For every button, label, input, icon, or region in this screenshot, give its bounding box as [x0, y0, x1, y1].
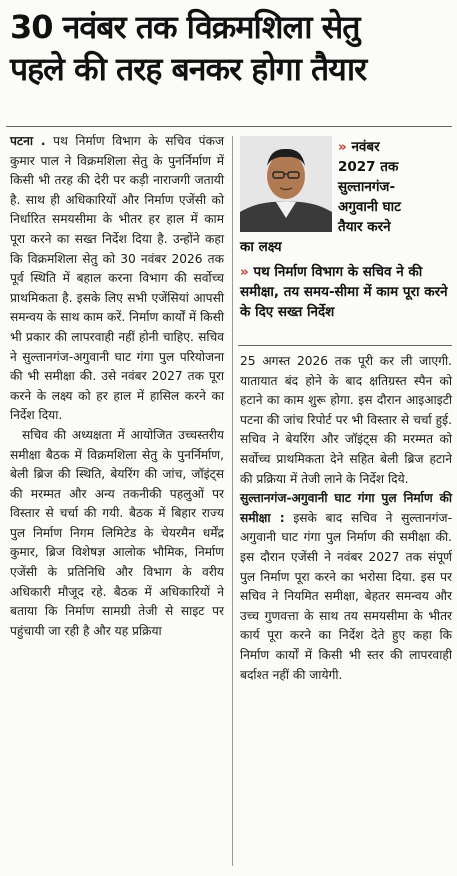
- highlight-point-1-text: नवंबर 2027 तक सुल्तानगंज- अगुवानी घाट तैयार करने: [338, 139, 401, 235]
- secretary-photo: [240, 136, 332, 232]
- right-para-1: 25 अगस्त 2026 तक पूरी कर ली जाएगी. यातायात बंद होने के बाद क्षतिग्रस्त स्पैन को हटाने का काम शुरू होगा. इस दौरान आइआइटी पटना की जांच रिपोर्ट पर भी विस्तार से चर्चा हुई. सचिव ने बेयरिंग और जॉइंट्स की मरम्मत को सर्वोच्च प्राथमिकता देने सहित बेली ब्रिज हटाने की प्रक्रिया में तेजी लाने के निर्देश दिये.: [240, 354, 452, 486]
- portrait-image: [240, 136, 332, 232]
- left-para-2: सचिव की अध्यक्षता में आयोजित उच्चस्तरीय समीक्षा बैठक में विक्रमशिला सेतु के पुनर्निर्माण, बेली ब्रिज की स्थिति, बेयरिंग की जांच, जॉइंट्स की मरम्मत और अन्य तकनीकी पहलुओं पर विस्तार से चर्चा की गयी. बैठक में बिहार राज्य पुल निर्माण निगम लिमिटेड के चेयरमैन धर्मेंद्र कुमार, ब्रिज विशेषज्ञ आलोक भौमिक, निर्माण एजेंसी के प्रतिनिधि और विभाग के वरीय अधिकारी मौजूद रहे. बैठक में अधिकारियों ने बताया कि निर्माण सामग्री तेजी से साइट पर पहुंचायी जा रही है और यह प्रक्रिया: [10, 427, 224, 638]
- right-column: [240, 352, 452, 872]
- highlight-point-2: [240, 262, 452, 322]
- highlight-point-1-tail: का लक्ष्य: [240, 239, 282, 255]
- left-para-1-text: पथ निर्माण विभाग के सचिव पंकज कुमार पाल ने विक्रमशिला सेतु के पुनर्निर्माण में किसी भी तरह की देरी पर कड़ी नाराजगी जतायी है. साथ ही अधिकारियों और निर्माण एजेंसी को निर्धारित समयसीमा के भीतर हर हाल में काम पूरा करने का सख्त निर्देश दिया है. उन्होंने कहा कि विक्रमशिला सेतु को 30 नवंबर 2026 तक पूर्व स्थिति में बहाल करना विभाग की सर्वोच्च प्राथमिकता है. इसके लिए सभी एजेंसियां आपसी समन्वय के साथ काम करें. निर्माण कार्यों में किसी भी प्रकार की लापरवाही नहीं होनी चाहिए. सचिव ने सुल्तानगंज-अगुवानी घाट गंगा पुल परियोजना की भी समीक्षा की. उसे नवंबर 2027 तक पूरा करने के लक्ष्य को हर हाल में हासिल करने का निर्देश दिया.: [10, 134, 225, 423]
- highlight-rule: [238, 345, 452, 346]
- headline: [10, 6, 450, 90]
- dateline: पटना .: [10, 134, 46, 148]
- column-divider: [232, 136, 233, 866]
- highlight-point-2-text: पथ निर्माण विभाग के सचिव ने की समीक्षा, तय समय-सीमा में काम पूरा करने के दिए सख्त निर्देश: [240, 264, 448, 320]
- headline-rule: [6, 126, 452, 127]
- right-para-2-text: इसके बाद सचिव ने सुल्तानगंज-अगुवानी घाट गंगा पुल निर्माण की समीक्षा की. इस दौरान एजेंसी ने नवंबर 2027 तक संपूर्ण पुल निर्माण पूरा करने का भरोसा दिया. इस पर सचिव ने नियमित समीक्षा, बेहतर समन्वय और उच्च गुणवत्ता के साथ तय समयसीमा के भीतर कार्य पूरा करने का निर्देश देते हुए कहा कि निर्माण कार्यों में किसी भी स्तर की लापरवाही बर्दाश्त नहीं की जायेगी.: [240, 510, 453, 682]
- left-para-1: [10, 132, 224, 426]
- arrow-icon: »: [240, 264, 249, 280]
- subhead: सुल्तानगंज-अगुवानी घाट गंगा पुल निर्माण की समीक्षा :: [240, 491, 452, 525]
- right-para-2: [240, 489, 452, 685]
- left-column: [10, 132, 224, 872]
- headline-line-2: पहले की तरह बनकर होगा तैयार: [10, 50, 367, 88]
- arrow-icon: »: [338, 139, 347, 155]
- highlight-point-1: [338, 137, 450, 237]
- headline-line-1: 30 नवंबर तक विक्रमशिला सेतु: [10, 8, 360, 46]
